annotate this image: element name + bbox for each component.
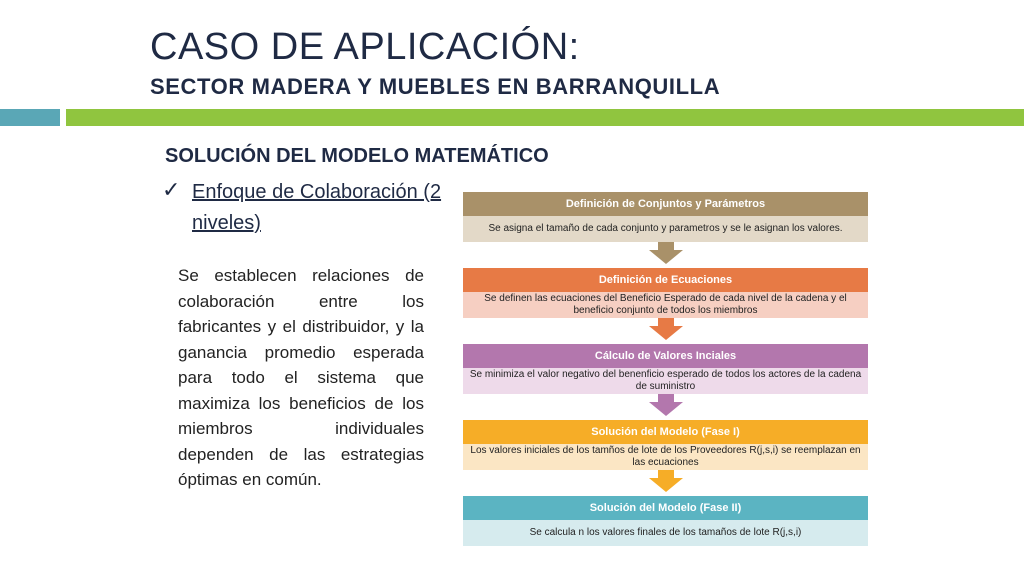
flow-step-title: Solución del Modelo (Fase II)	[463, 496, 868, 520]
flow-step-title: Solución del Modelo (Fase I)	[463, 420, 868, 444]
flow-step-description: Se asigna el tamaño de cada conjunto y parametros y se le asignan los valores.	[463, 216, 868, 242]
down-arrow-icon	[649, 478, 683, 492]
section-heading: SOLUCIÓN DEL MODELO MATEMÁTICO	[165, 145, 549, 167]
down-arrow-icon	[649, 326, 683, 340]
description-paragraph: Se establecen relaciones de colaboración entre los fabricantes y el distribuidor, y la ganancia promedio esperada para todo el sistema que maximiza los beneficios de los miembros individuales dependen de las estrategias óptimas en común.	[178, 266, 424, 489]
down-arrow-icon	[649, 402, 683, 416]
page-subtitle: SECTOR MADERA Y MUEBLES EN BARRANQUILLA	[150, 74, 721, 99]
header-band-left	[0, 109, 60, 126]
checkmark-icon: ✓	[162, 177, 181, 202]
header-band-right	[66, 109, 1024, 126]
flow-step-description: Se definen las ecuaciones del Beneficio Esperado de cada nivel de la cadena y el beneficio conjunto de todos los miembros	[463, 292, 868, 318]
flow-step-title: Definición de Conjuntos y Parámetros	[463, 192, 868, 216]
flow-step-description: Se calcula n los valores finales de los tamaños de lote R(j,s,i)	[463, 520, 868, 546]
flow-step-description: Se minimiza el valor negativo del benenficio esperado de todos los actores de la cadena de suministro	[463, 368, 868, 394]
flow-step-description: Los valores iniciales de los tamños de lote de los Proveedores R(j,s,i) se reemplazan en las ecuaciones	[463, 444, 868, 470]
page-title: CASO DE APLICACIÓN:	[150, 26, 580, 68]
flow-step-title: Cálculo de Valores Inciales	[463, 344, 868, 368]
bullet-text: Enfoque de Colaboración (2 niveles)	[192, 181, 442, 234]
down-arrow-icon	[649, 250, 683, 264]
flow-step-title: Definición de Ecuaciones	[463, 268, 868, 292]
